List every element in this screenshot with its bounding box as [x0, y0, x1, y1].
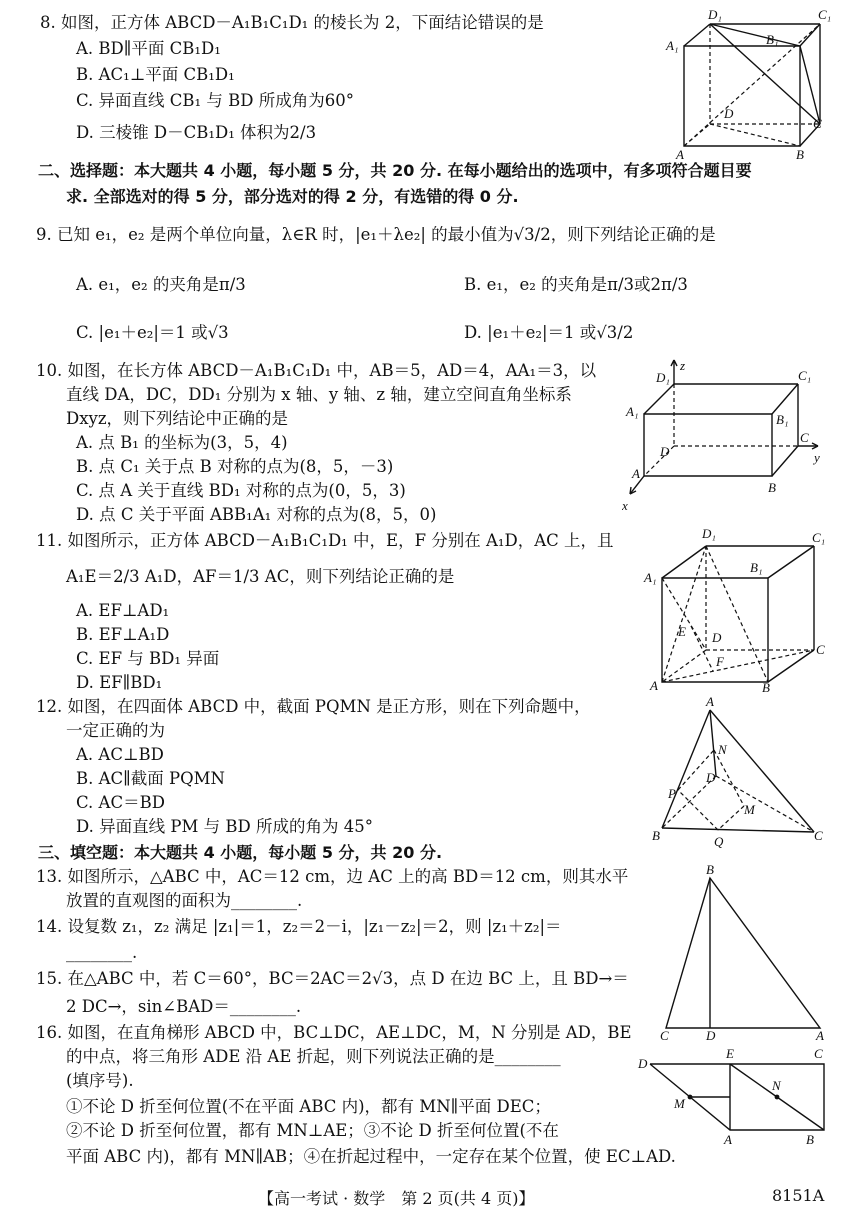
q16-statement-1: ①不论 D 折至何位置(不在平面 ABC 内)，都有 MN∥平面 DEC； — [66, 1097, 551, 1116]
q11-label: C₁ — [812, 530, 826, 545]
q12-option-b: B. AC∥截面 PQMN — [76, 769, 225, 788]
q11-label: D — [712, 630, 722, 645]
q8-stem: 8. 如图，正方体 ABCD－A₁B₁C₁D₁ 的棱长为 2，下面结论错误的是 — [40, 13, 544, 32]
q12-stem-line1: 12. 如图，在四面体 ABCD 中，截面 PQMN 是正方形，则在下列命题中， — [36, 697, 591, 716]
q10-label: C — [800, 430, 809, 445]
q10-label: x — [622, 498, 628, 513]
q16-label: M — [674, 1096, 685, 1111]
q11-label: B₁ — [750, 560, 763, 575]
q12-option-c: C. AC＝BD — [76, 793, 165, 812]
q8-label: A — [676, 147, 684, 161]
q12-option-a: A. AC⊥BD — [76, 745, 164, 764]
q11-label: F — [716, 654, 724, 669]
q8-label: C₁ — [818, 7, 832, 22]
q12-option-d: D. 异面直线 PM 与 BD 所成的角为 45° — [76, 817, 373, 836]
q11-label: B — [762, 680, 770, 694]
q10-label: D — [660, 444, 670, 459]
q12-label: M — [744, 802, 755, 817]
q12-label: A — [706, 694, 714, 709]
q11-option-a: A. EF⊥AD₁ — [76, 601, 170, 620]
q13-stem-line2: 放置的直观图的面积为________. — [66, 891, 303, 910]
q16-label: C — [814, 1046, 823, 1061]
q16-stem-line2: 的中点，将三角形 ADE 沿 AE 折起，则下列说法正确的是________ — [66, 1047, 561, 1066]
q10-stem-line2: 直线 DA，DC，DD₁ 分别为 x 轴、y 轴、z 轴，建立空间直角坐标系 — [66, 385, 572, 404]
q16-stem-line1: 16. 如图，在直角梯形 ABCD 中，BC⊥DC，AE⊥DC，M，N 分别是 AD，BE — [36, 1023, 632, 1042]
q13-stem-line1: 13. 如图所示，△ABC 中，AC＝12 cm，边 AC 上的高 BD＝12 cm，则其水平 — [36, 867, 629, 886]
q9-option-a: A. e₁，e₂ 的夹角是π/3 — [76, 275, 246, 294]
q13-label: A — [816, 1028, 824, 1043]
q10-label: C₁ — [798, 368, 812, 383]
q16-stem-line3: (填序号). — [66, 1071, 134, 1090]
q8-cube-figure — [660, 6, 835, 161]
q11-option-d: D. EF∥BD₁ — [76, 673, 163, 692]
q11-label: A — [650, 678, 658, 693]
q12-label: Q — [714, 834, 724, 849]
section-2-heading: 二、选择题：本大题共 4 小题，每小题 5 分，共 20 分. 在每小题给出的选项中，有多项符合题目要 — [38, 161, 752, 180]
q10-label: A₁ — [626, 404, 639, 419]
q16-label: B — [806, 1132, 814, 1146]
q16-point-m — [688, 1095, 693, 1100]
q12-label: P — [668, 786, 676, 801]
q8-option-c: C. 异面直线 CB₁ 与 BD 所成角为60° — [76, 91, 354, 110]
q16-label: N — [772, 1078, 781, 1093]
q15-stem-line1: 15. 在△ABC 中，若 C＝60°，BC＝2AC＝2√3，点 D 在边 BC 上，且 BD→＝ — [36, 969, 629, 988]
q8-option-b: B. AC₁⊥平面 CB₁D₁ — [76, 65, 235, 84]
q12-label: B — [652, 828, 660, 843]
q16-trapezoid-figure — [636, 1044, 830, 1146]
q11-label: A₁ — [644, 570, 657, 585]
q10-option-c: C. 点 A 关于直线 BD₁ 对称的点为(0，5，3) — [76, 481, 406, 500]
q9-stem: 9. 已知 e₁，e₂ 是两个单位向量，λ∈R 时，|e₁＋λe₂| 的最小值为√3/2，则下列结论正确的是 — [36, 225, 716, 244]
page-footer-code: 8151A — [772, 1186, 825, 1205]
q8-label: B — [796, 147, 804, 161]
page-footer-title: 【高一考试 · 数学 第 2 页(共 4 页)】 — [258, 1189, 535, 1208]
q8-label: A₁ — [666, 38, 679, 53]
section-2-heading-cont: 求. 全部选对的得 5 分，部分选对的得 2 分，有选错的得 0 分. — [66, 187, 519, 206]
q12-stem-line2: 一定正确的为 — [66, 721, 165, 740]
q10-stem-line3: Dxyz，则下列结论中正确的是 — [66, 409, 289, 428]
q8-option-a: A. BD∥平面 CB₁D₁ — [76, 39, 221, 58]
q13-label: C — [660, 1028, 669, 1043]
q12-label: C — [814, 828, 823, 843]
q10-option-b: B. 点 C₁ 关于点 B 对称的点为(8，5，－3) — [76, 457, 394, 476]
q11-stem-line2: A₁E＝2/3 A₁D，AF＝1/3 AC，则下列结论正确的是 — [66, 567, 455, 586]
q8-label: D₁ — [708, 7, 722, 22]
q10-cuboid-figure — [622, 354, 828, 516]
q16-point-n — [775, 1095, 780, 1100]
q12-label: D — [706, 770, 716, 785]
q12-label: N — [718, 742, 727, 757]
q16-label: E — [726, 1046, 734, 1061]
q8-label: D — [724, 106, 734, 121]
q14-stem-line2: ________. — [66, 943, 138, 962]
q12-tetrahedron-figure — [648, 694, 828, 850]
q16-statement-2-3: ②不论 D 折至何位置，都有 MN⊥AE；③不论 D 折至何位置(不在 — [66, 1121, 559, 1140]
q10-option-d: D. 点 C 关于平面 ABB₁A₁ 对称的点为(8，5，0) — [76, 505, 437, 524]
q10-stem-line1: 10. 如图，在长方体 ABCD－A₁B₁C₁D₁ 中，AB＝5，AD＝4，AA₁＝3，以 — [36, 361, 597, 380]
q11-stem-line1: 11. 如图所示，正方体 ABCD－A₁B₁C₁D₁ 中，E，F 分别在 A₁D，AC 上，且 — [36, 531, 614, 550]
q16-label: A — [724, 1132, 732, 1146]
q8-option-d: D. 三棱锥 D－CB₁D₁ 体积为2/3 — [76, 123, 317, 142]
q8-label: C — [813, 116, 822, 131]
q13-label: D — [706, 1028, 716, 1043]
q11-option-b: B. EF⊥A₁D — [76, 625, 170, 644]
q11-label: D₁ — [702, 526, 716, 541]
q16-label: D — [638, 1056, 648, 1071]
q10-label: B — [768, 480, 776, 495]
q8-label: B₁ — [766, 32, 779, 47]
q13-label: B — [706, 862, 714, 877]
q10-label: D₁ — [656, 370, 670, 385]
q9-option-b: B. e₁，e₂ 的夹角是π/3或2π/3 — [464, 275, 688, 294]
q14-stem-line1: 14. 设复数 z₁，z₂ 满足 |z₁|＝1，z₂＝2－i，|z₁－z₂|＝2，则 |z₁＋z₂|＝ — [36, 917, 562, 936]
q11-cube-figure — [640, 524, 830, 694]
q10-label: z — [680, 358, 686, 373]
q11-label: E — [678, 624, 686, 639]
q16-statement-3-4: 平面 ABC 内)，都有 MN∥AB；④在折起过程中，一定存在某个位置，使 EC⊥AD. — [66, 1147, 676, 1166]
q9-option-c: C. |e₁＋e₂|＝1 或√3 — [76, 323, 229, 342]
q11-option-c: C. EF 与 BD₁ 异面 — [76, 649, 220, 668]
q9-option-d: D. |e₁＋e₂|＝1 或√3/2 — [464, 323, 634, 342]
q10-label: y — [814, 450, 820, 465]
q15-stem-line2: 2 DC→，sin∠BAD＝________. — [66, 997, 302, 1016]
q13-triangle-figure — [658, 862, 830, 1044]
q11-label: C — [816, 642, 825, 657]
section-3-heading: 三、填空题：本大题共 4 小题，每小题 5 分，共 20 分. — [38, 843, 443, 862]
q10-option-a: A. 点 B₁ 的坐标为(3，5，4) — [76, 433, 288, 452]
q10-label: A — [632, 466, 640, 481]
q10-label: B₁ — [776, 412, 789, 427]
